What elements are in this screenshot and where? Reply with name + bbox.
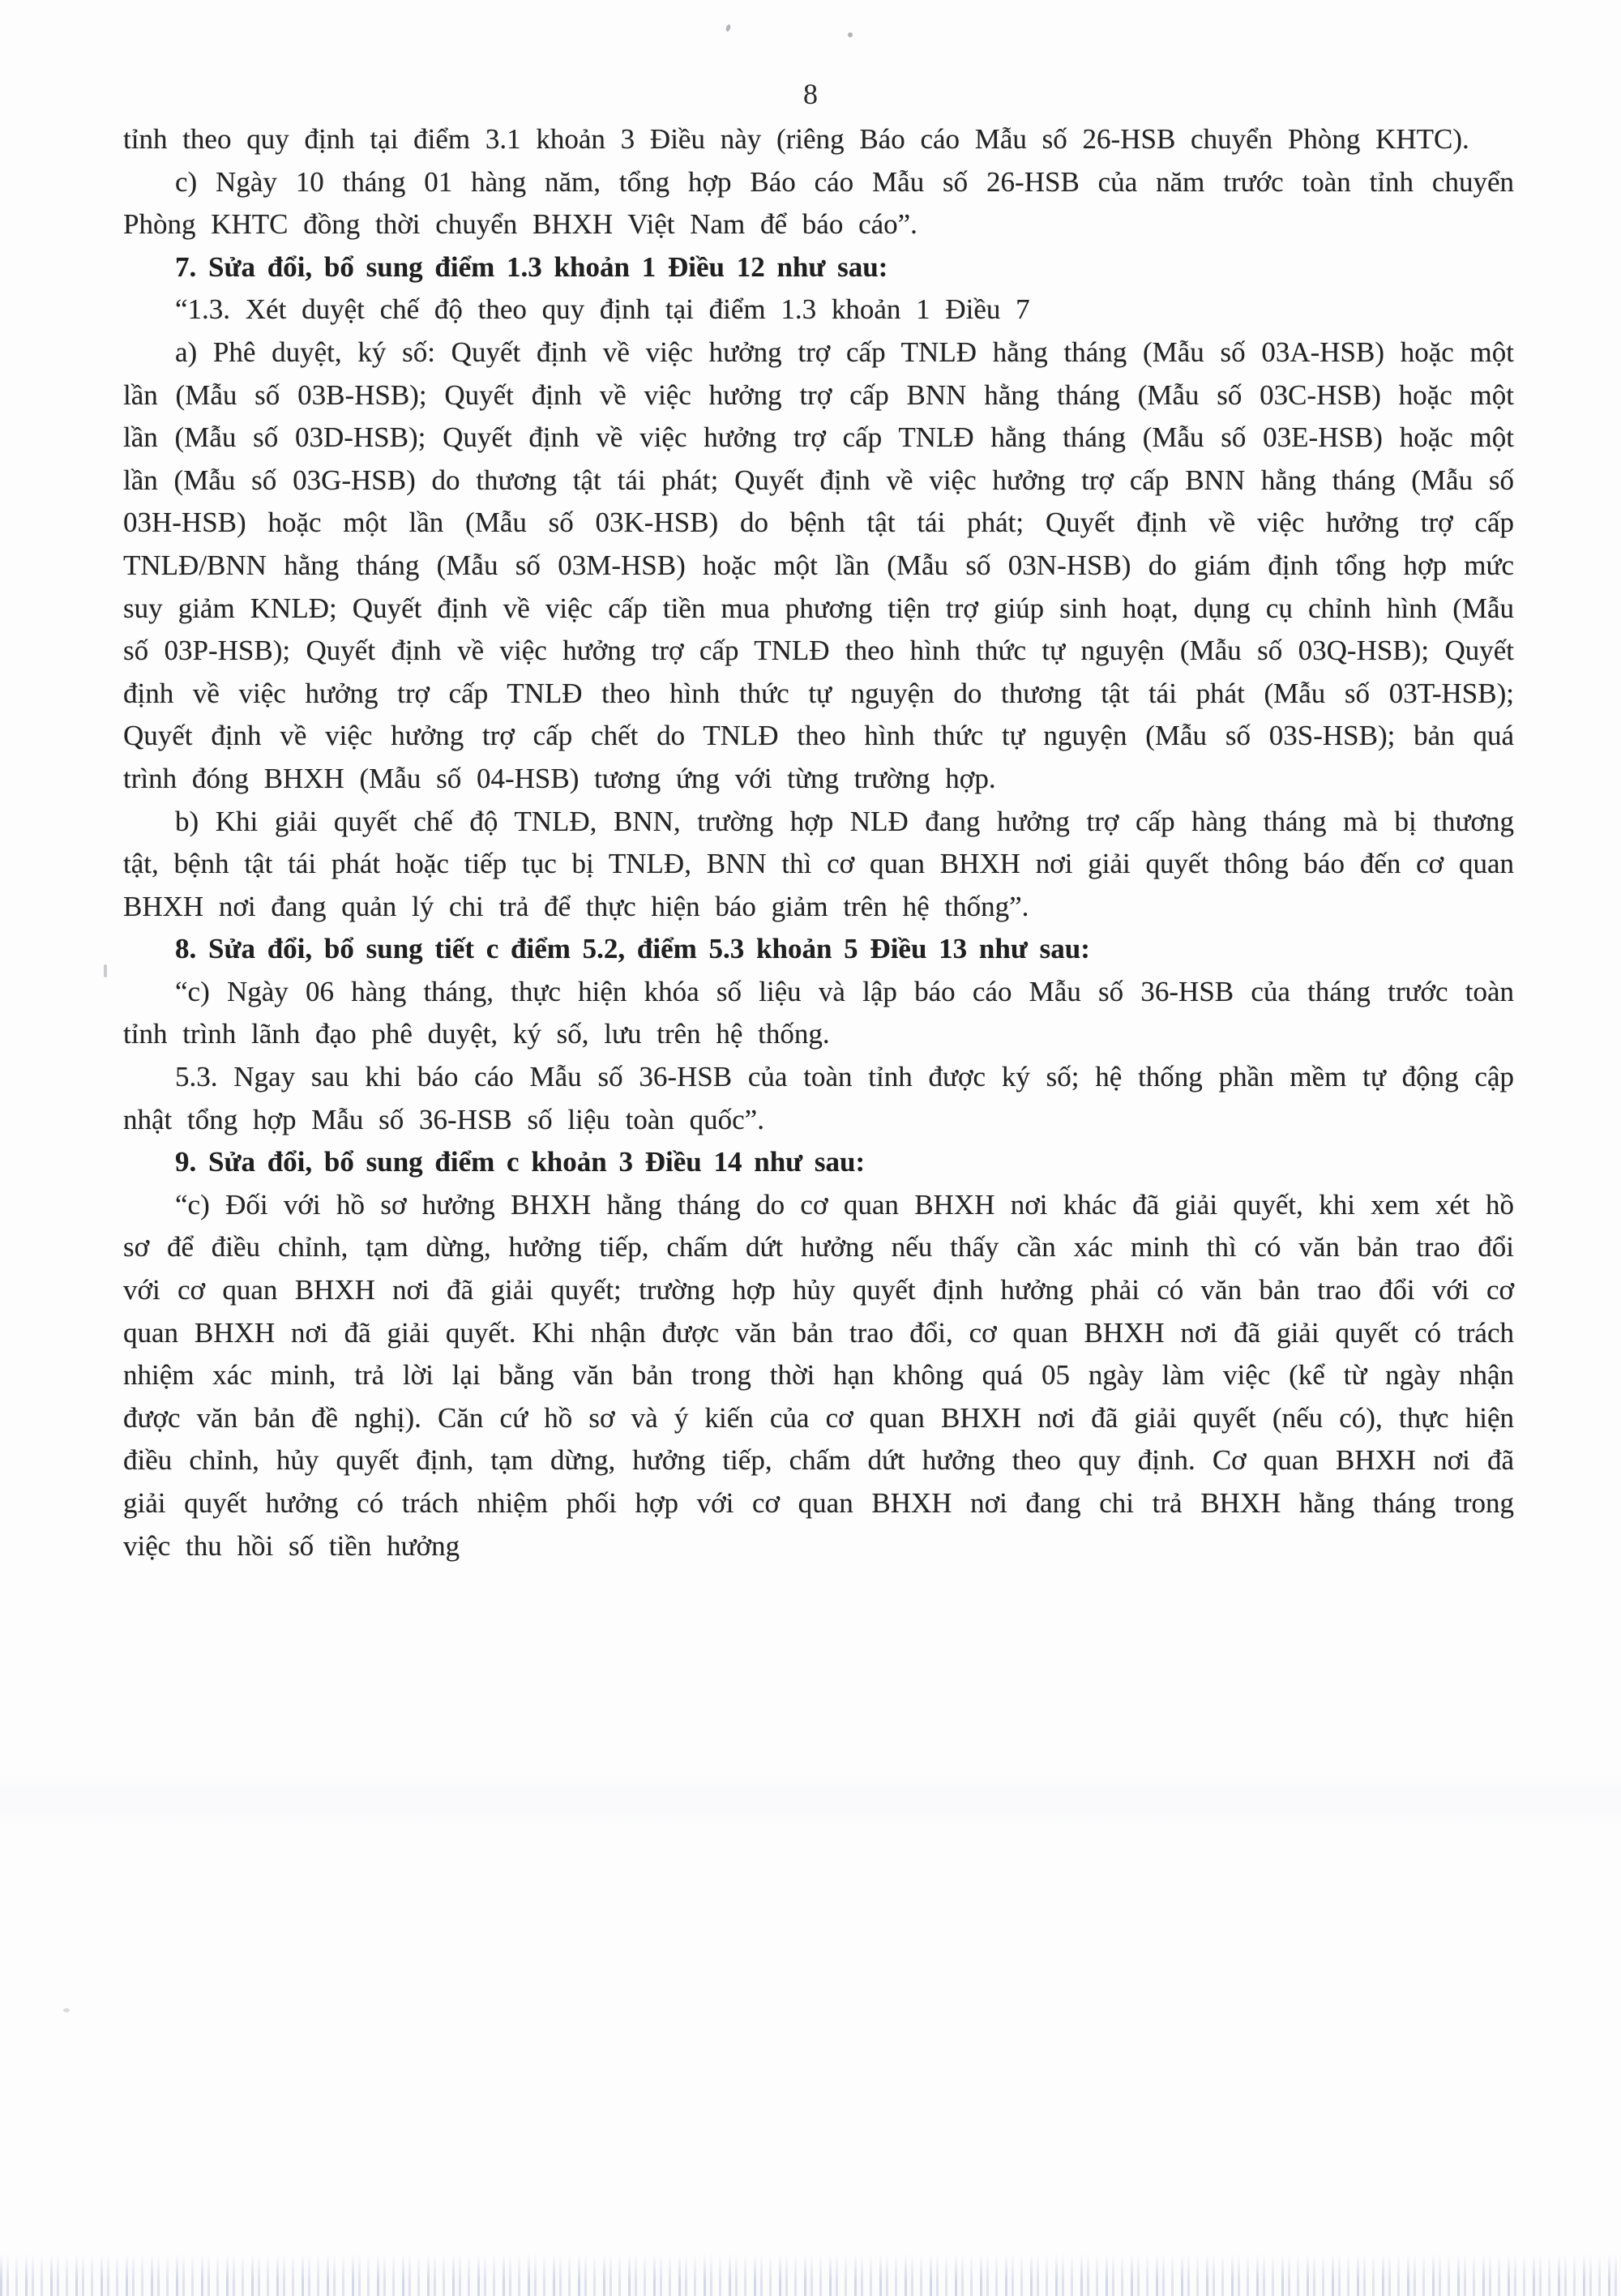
paragraph-point-c-annual-report: c) Ngày 10 tháng 01 hàng năm, tổng hợp Báo cáo Mẫu số 26-HSB của năm trước toàn tỉnh chuyển Phòng KHTC đồng thời chuyển BHXH Việt Nam để báo cáo”. — [123, 165, 1514, 241]
paragraph-point-c-dossier-review: “c) Đối với hồ sơ hưởng BHXH hằng tháng do cơ quan BHXH nơi khác đã giải quyết, khi xem xét hồ sơ để điều chỉnh, tạm dừng, hưởng tiếp, chấm dứt hưởng nếu thấy cần xác minh thì có văn bản trao đổi với cơ quan BHXH nơi đã giải quyết; trường hợp hủy quyết định hưởng phải có văn bản trao đổi với cơ quan BHXH nơi đã giải quyết. Khi nhận được văn bản trao đổi, cơ quan BHXH nơi đã giải quyết có trách nhiệm xác minh, trả lời lại bằng văn bản trong thời hạn không quá 05 ngày làm việc (kể từ ngày nhận được văn bản đề nghị). Căn cứ hồ sơ và ý kiến của cơ quan BHXH nơi đã giải quyết (nếu có), thực hiện điều chỉnh, hủy quyết định, tạm dừng, hưởng tiếp, chấm dứt hưởng theo quy định. Cơ quan BHXH nơi đã giải quyết hưởng có trách nhiệm phối hợp với cơ quan BHXH nơi đang chi trả BHXH hằng tháng trong việc thu hồi số tiền hưởng — [123, 1188, 1514, 1562]
heading-section-9: 9. Sửa đổi, bổ sung điểm c khoản 3 Điều 14 như sau: — [175, 1146, 866, 1178]
scan-speck — [63, 2008, 70, 2012]
heading-section-7: 7. Sửa đổi, bổ sung điểm 1.3 khoản 1 Điều 12 như sau: — [175, 250, 888, 283]
paragraph-continuation: tỉnh theo quy định tại điểm 3.1 khoản 3 Điều này (riêng Báo cáo Mẫu số 26-HSB chuyển Phòng KHTC). — [123, 123, 1469, 155]
document-body — [123, 118, 1514, 1567]
scan-noise-strip — [0, 2254, 1621, 2296]
scan-speck — [848, 32, 853, 37]
page-number: 8 — [803, 78, 818, 110]
scan-fade-artifact — [0, 1775, 1621, 1825]
paragraph-point-a-decisions-list: a) Phê duyệt, ký số: Quyết định về việc hưởng trợ cấp TNLĐ hằng tháng (Mẫu số 03A-HSB) hoặc một lần (Mẫu số 03B-HSB); Quyết định về việc hưởng trợ cấp BNN hằng tháng (Mẫu số 03C-HSB) hoặc một lần (Mẫu số 03D-HSB); Quyết định về việc hưởng trợ cấp TNLĐ hằng tháng (Mẫu số 03E-HSB) hoặc một lần (Mẫu số 03G-HSB) do thương tật tái phát; Quyết định về việc hưởng trợ cấp BNN hằng tháng (Mẫu số 03H-HSB) hoặc một lần (Mẫu số 03K-HSB) do bệnh tật tái phát; Quyết định về việc hưởng trợ cấp TNLĐ/BNN hằng tháng (Mẫu số 03M-HSB) hoặc một lần (Mẫu số 03N-HSB) do giám định tổng hợp mức suy giảm KNLĐ; Quyết định về việc cấp tiền mua phương tiện trợ giúp sinh hoạt, dụng cụ chỉnh hình (Mẫu số 03P-HSB); Quyết định về việc hưởng trợ cấp TNLĐ theo hình thức tự nguyện (Mẫu số 03Q-HSB); Quyết định về việc hưởng trợ cấp TNLĐ theo hình thức tự nguyện do thương tật tái phát (Mẫu số 03T-HSB); Quyết định về việc hưởng trợ cấp chết do TNLĐ theo hình thức tự nguyện (Mẫu số 03S-HSB); bản quá trình đóng BHXH (Mẫu số 04-HSB) tương ứng với từng trường hợp. — [123, 336, 1514, 794]
paragraph-point-b-notify: b) Khi giải quyết chế độ TNLĐ, BNN, trường hợp NLĐ đang hưởng trợ cấp hàng tháng mà bị thương tật, bệnh tật tái phát hoặc tiếp tục bị TNLĐ, BNN thì cơ quan BHXH nơi giải quyết thông báo đến cơ quan BHXH nơi đang quản lý chi trả để thực hiện báo giảm trên hệ thống”. — [123, 805, 1514, 922]
paragraph-point-1-3: “1.3. Xét duyệt chế độ theo quy định tại điểm 1.3 khoản 1 Điều 7 — [175, 293, 1030, 326]
paragraph-point-c-monthly-report: “c) Ngày 06 hàng tháng, thực hiện khóa số liệu và lập báo cáo Mẫu số 36-HSB của tháng trước toàn tỉnh trình lãnh đạo phê duyệt, ký số, lưu trên hệ thống. — [123, 975, 1514, 1050]
scan-speck — [725, 24, 731, 32]
heading-section-8: 8. Sửa đổi, bổ sung tiết c điểm 5.2, điểm 5.3 khoản 5 Điều 13 như sau: — [175, 933, 1090, 965]
paragraph-point-5-3: 5.3. Ngay sau khi báo cáo Mẫu số 36-HSB của toàn tỉnh được ký số; hệ thống phần mềm tự động cập nhật tổng hợp Mẫu số 36-HSB số liệu toàn quốc”. — [123, 1061, 1514, 1135]
scan-speck — [104, 964, 107, 977]
